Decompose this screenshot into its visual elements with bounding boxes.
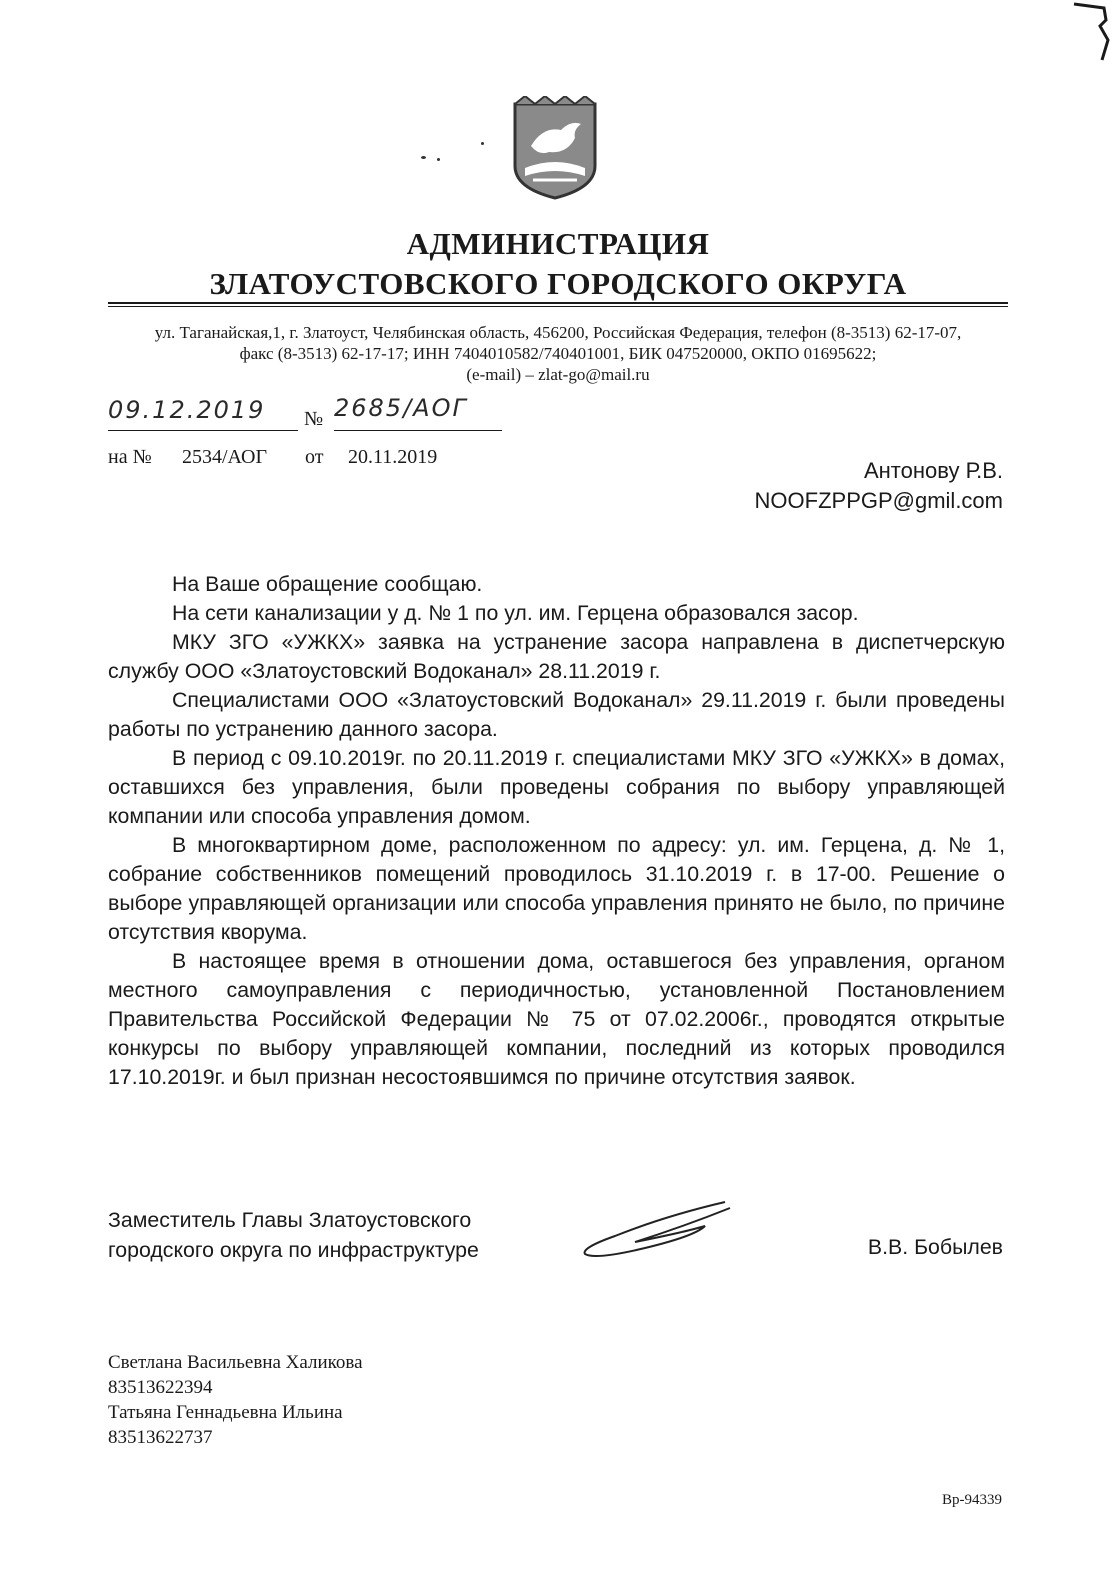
scan-edge-mark xyxy=(1070,0,1110,70)
executor-name: Светлана Васильевна Халикова xyxy=(108,1352,363,1373)
signatory-name: В.В. Бобылев xyxy=(867,1235,1003,1259)
body-paragraph: Специалистами ООО «Златоустовский Водоканал» 29.11.2019 г. были проведены работы по устранению данного засора. xyxy=(108,688,1005,741)
org-title-line1: АДМИНИСТРАЦИЯ xyxy=(406,226,710,261)
letter-body xyxy=(108,570,1005,1092)
executor-contacts xyxy=(108,1350,363,1450)
coat-of-arms-icon xyxy=(509,96,601,200)
body-paragraph: МКУ ЗГО «УЖКХ» заявка на устранение засора направлена в диспетчерскую службу ООО «Златоустовский Водоканал» 28.11.2019 г. xyxy=(108,630,1005,683)
addressee-name: Антонову Р.В. xyxy=(863,458,1003,483)
org-requisites-line: факс (8-3513) 62-17-17; ИНН 7404010582/740401001, БИК 047520000, ОКПО 01695622; xyxy=(239,344,877,363)
addressee-email: NOOFZPPGP@gmil.com xyxy=(754,488,1003,513)
document-code: Вр-94339 xyxy=(942,1492,1002,1508)
scan-speck xyxy=(481,142,484,145)
body-paragraph: На Ваше обращение сообщаю. xyxy=(172,572,483,596)
scan-speck xyxy=(437,158,440,161)
signatory-position xyxy=(108,1205,479,1265)
date-underline xyxy=(108,430,298,431)
number-label: № xyxy=(304,408,324,430)
org-title-line2: ЗЛАТОУСТОВСКОГО ГОРОДСКОГО ОКРУГА xyxy=(209,266,907,301)
org-address-line: ул. Таганайская,1, г. Златоуст, Челябинская область, 456200, Российская Федерация, телефон (8-3513) 62-17-07, xyxy=(154,323,962,342)
handwritten-signature xyxy=(575,1196,735,1262)
body-paragraph: В период с 09.10.2019г. по 20.11.2019 г. специалистами МКУ ЗГО «УЖКХ» в домах, оставшихся без управления, были проведены собрания по выбору управляющей компании или способа управления домом. xyxy=(108,746,1005,828)
body-paragraph: На сети канализации у д. № 1 по ул. им. Герцена образовался засор. xyxy=(172,601,859,625)
executor-phone: 83513622737 xyxy=(108,1427,213,1448)
reference-date: 20.11.2019 xyxy=(348,446,438,468)
reference-prefix: на № xyxy=(108,446,152,468)
org-email-line: (e-mail) – zlat-go@mail.ru xyxy=(466,365,650,384)
executor-name: Татьяна Геннадьевна Ильина xyxy=(108,1402,343,1423)
body-paragraph: В настоящее время в отношении дома, оставшегося без управления, органом местного самоуправления с периодичностью, установленной Постановлением Правительства Российской Федерации № 75 от 07.02.2006г., проводятся открытые конкурсы по выбору управляющей компании, последний из которых проводился 17.10.2019г. и был признан несостоявшимся по причине отсутствия заявок. xyxy=(108,949,1005,1089)
scan-speck xyxy=(421,156,426,159)
executor-phone: 83513622394 xyxy=(108,1377,213,1398)
outgoing-number: 2685/АОГ xyxy=(334,394,468,422)
outgoing-date: 09.12.2019 xyxy=(108,396,266,424)
header-rule-thin xyxy=(108,306,1008,307)
signatory-position-line1: Заместитель Главы Златоустовского xyxy=(108,1208,472,1232)
reference-from-label: от xyxy=(305,446,324,468)
signatory-position-line2: городского округа по инфраструктуре xyxy=(108,1238,479,1262)
number-underline xyxy=(334,430,502,431)
body-paragraph: В многоквартирном доме, расположенном по адресу: ул. им. Герцена, д. № 1, собрание собственников помещений проводилось 31.10.2019 г. в 17-00. Решение о выборе управляющей организации или способа управления принято не было, по причине отсутствия кворума. xyxy=(108,833,1005,944)
reference-number: 2534/АОГ xyxy=(182,446,268,468)
header-rule xyxy=(108,302,1008,304)
